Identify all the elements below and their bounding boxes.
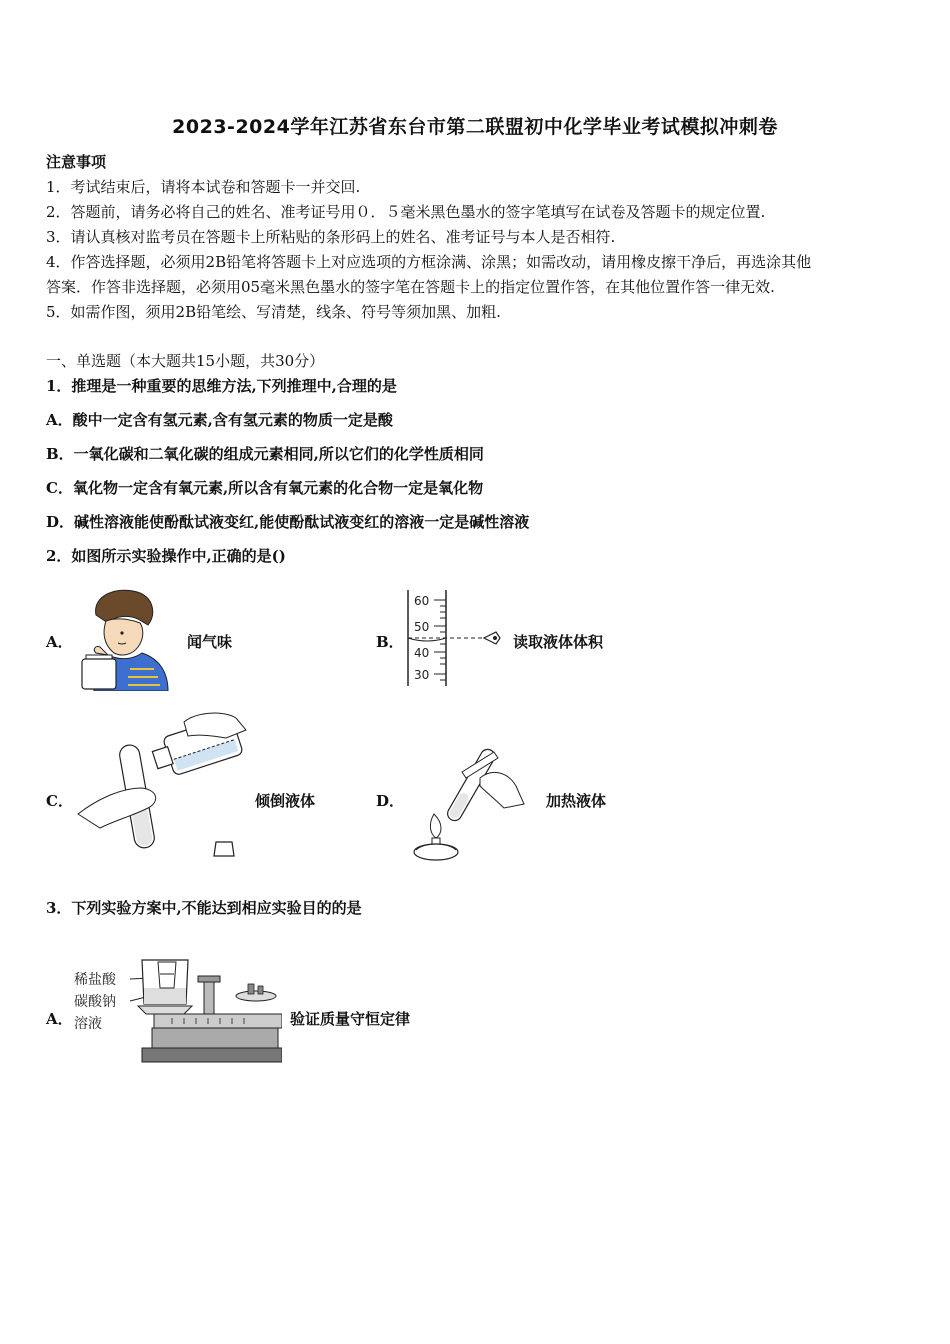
question-2-stem: 2．如图所示实验操作中,正确的是() <box>46 547 286 565</box>
smelling-figure <box>78 585 170 691</box>
notice-item: 答案．作答非选择题，必须用05毫米黑色墨水的签字笔在答题卡上的指定位置作答，在其他位置作答一律无效. <box>46 278 775 296</box>
tick-label: 60 <box>414 594 430 608</box>
figure-label: 溶液 <box>74 1016 102 1032</box>
page-title: 2023-2024学年江苏省东台市第二联盟初中化学毕业考试模拟冲刺卷 <box>172 116 778 138</box>
notice-heading: 注意事项 <box>46 153 107 171</box>
question-3-stem: 3．下列实验方案中,不能达到相应实验目的的是 <box>46 899 362 917</box>
notice-item: 4．作答选择题，必须用2B铅笔将答题卡上对应选项的方框涂满、涂黑；如需改动，请用橡皮擦干净后，再选涂其他 <box>46 253 812 271</box>
question-1-option-b: B．一氧化碳和二氧化碳的组成元素相同,所以它们的化学性质相同 <box>46 445 484 463</box>
balance-figure <box>72 948 282 1070</box>
tick-label: 50 <box>414 620 430 634</box>
question-2-option-a-letter: A． <box>46 633 73 651</box>
question-2-option-d-letter: D． <box>376 792 405 810</box>
question-3-option-a-letter: A． <box>46 1010 73 1028</box>
notice-item: 2．答题前，请务必将自己的姓名、准考证号用０．５毫米黑色墨水的签字笔填写在试卷及答题卡的规定位置. <box>46 203 766 221</box>
section-heading: 一、单选题（本大题共15小题，共30分） <box>46 352 325 370</box>
notice-item: 3．请认真核对监考员在答题卡上所粘贴的条形码上的姓名、准考证号与本人是否相符. <box>46 228 616 246</box>
question-1-option-c: C．氧化物一定含有氧元素,所以含有氧元素的化合物一定是氧化物 <box>46 479 484 497</box>
question-2-option-b-label: 读取液体体积 <box>513 633 604 651</box>
question-2-option-c-label: 倾倒液体 <box>255 792 316 810</box>
question-1-option-d: D．碱性溶液能使酚酞试液变红,能使酚酞试液变红的溶液一定是碱性溶液 <box>46 513 530 531</box>
question-2-option-d-label: 加热液体 <box>546 792 607 810</box>
notice-item: 5．如需作图，须用2B铅笔绘、写清楚，线条、符号等须加黑、加粗. <box>46 303 501 321</box>
figure-label: 碳酸钠 <box>74 994 116 1010</box>
question-1-stem: 1．推理是一种重要的思维方法,下列推理中,合理的是 <box>46 377 397 395</box>
question-1-option-a: A．酸中一定含有氢元素,含有氢元素的物质一定是酸 <box>46 411 393 429</box>
question-2-option-a-label: 闻气味 <box>187 633 233 651</box>
graduated-cylinder-figure <box>404 588 508 688</box>
pouring-figure <box>76 710 252 862</box>
notice-item: 1．考试结束后，请将本试卷和答题卡一并交回. <box>46 178 361 196</box>
question-2-option-b-letter: B． <box>376 633 404 651</box>
heating-figure <box>404 742 528 862</box>
question-3-option-a-label: 验证质量守恒定律 <box>290 1010 411 1028</box>
tick-label: 40 <box>414 646 430 660</box>
question-2-option-c-letter: C． <box>46 792 73 810</box>
figure-label: 稀盐酸 <box>74 972 116 988</box>
tick-label: 30 <box>414 668 430 682</box>
